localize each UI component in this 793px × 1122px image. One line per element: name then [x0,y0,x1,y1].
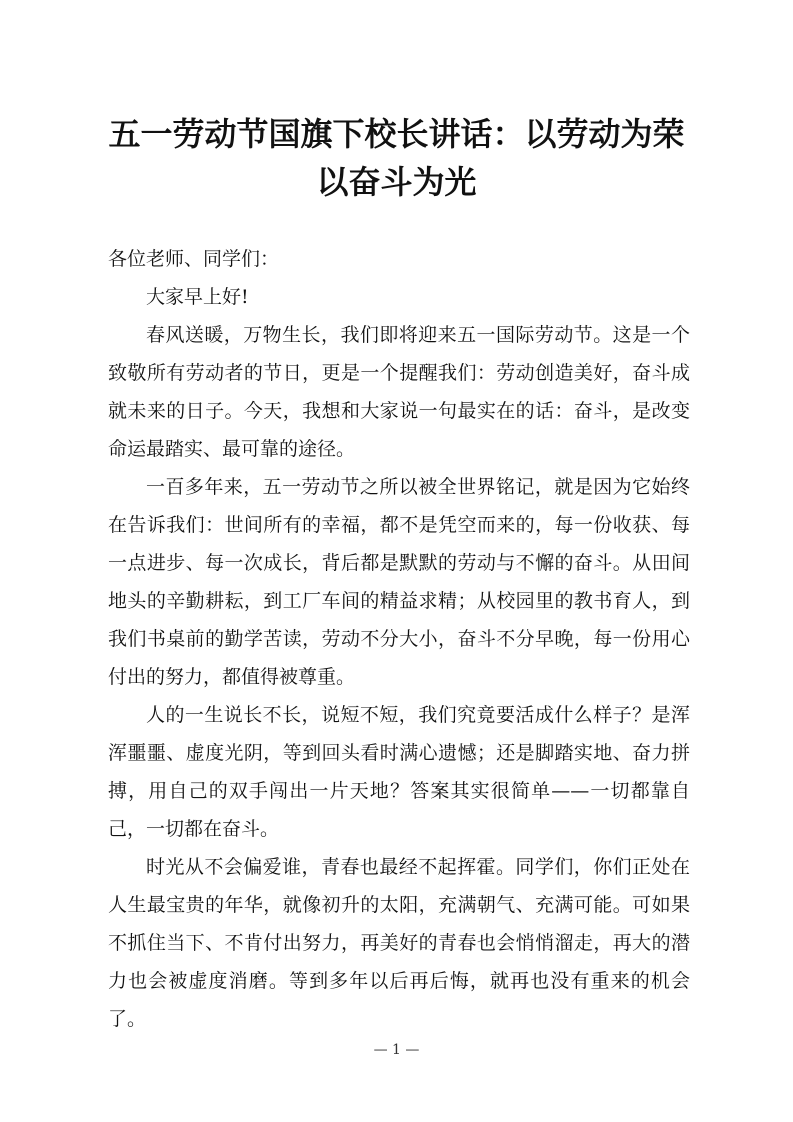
paragraph-life: 人的一生说长不长，说短不短，我们究竟要活成什么样子？是浑浑噩噩、虚度光阴，等到回头看时满心遗憾；还是脚踏实地、奋力拼搏，用自己的双手闯出一片天地？答案其实很简单——一切都靠自己，一切都在奋斗。 [108,704,690,840]
page-title [100,110,693,206]
title-line-1: 五一劳动节国旗下校长讲话：以劳动为荣 [108,115,685,153]
paragraph-intro: 春风送暖，万物生长，我们即将迎来五一国际劳动节。这是一个致敬所有劳动者的节日，更是一个提醒我们：劳动创造美好，奋斗成就未来的日子。今天，我想和大家说一句最实在的话：奋斗，是改变命运最踏实、最可靠的途径。 [108,324,690,460]
paragraph-greeting: 大家早上好! [146,286,249,308]
paragraph-history: 一百多年来，五一劳动节之所以被全世界铭记，就是因为它始终在告诉我们：世间所有的幸福，都不是凭空而来的，每一份收获、每一点进步、每一次成长，背后都是默默的劳动与不懈的奋斗。从田间地头的辛勤耕耘，到工厂车间的精益求精；从校园里的教书育人，到我们书桌前的勤学苦读，劳动不分大小，奋斗不分早晚，每一份用心付出的努力，都值得被尊重。 [108,476,690,688]
speech-body [108,240,690,1038]
salutation: 各位老师、同学们： [108,248,280,270]
page-number: — 1 — [373,1042,420,1058]
title-line-2: 以奋斗为光 [316,163,477,201]
paragraph-youth: 时光从不会偏爱谁，青春也最经不起挥霍。同学们，你们正处在人生最宝贵的年华，就像初升的太阳，充满朝气、充满可能。可如果不抓住当下、不肯付出努力，再美好的青春也会悄悄溜走，再大的潜力也会被虚度消磨。等到多年以后再后悔，就再也没有重来的机会了。 [108,856,690,1030]
